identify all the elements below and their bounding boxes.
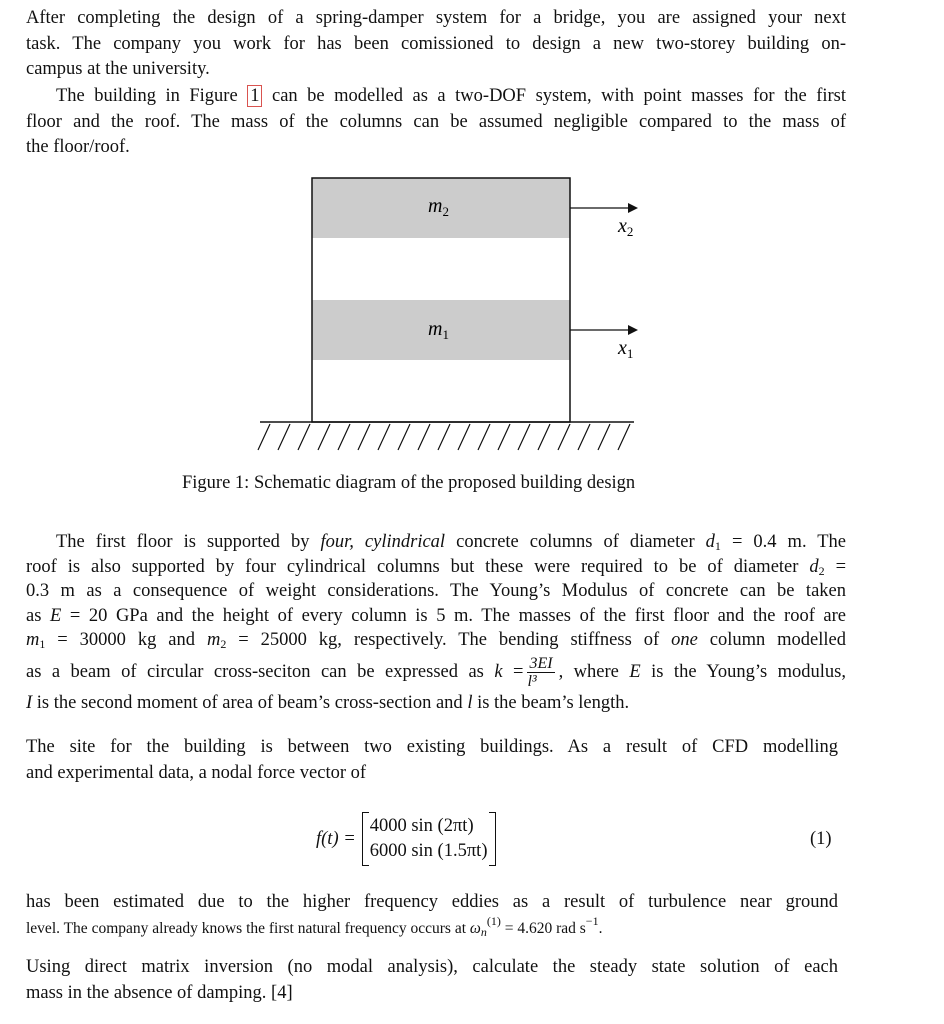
text-span: four, cylindrical	[320, 532, 446, 552]
intro-paragraph	[26, 6, 846, 83]
math-var: I	[26, 692, 33, 713]
text-span: =	[824, 556, 847, 577]
text-span: is the beam’s length.	[477, 692, 630, 713]
math-var: E	[629, 661, 641, 682]
columns-paragraph	[26, 530, 846, 715]
x2-arrow	[570, 203, 638, 213]
text-line	[26, 530, 846, 555]
x1-arrow	[570, 325, 638, 335]
text-span: concrete columns of diameter	[456, 532, 695, 552]
fraction-numerator: 3EI	[529, 654, 553, 672]
text-line: mass in the absence of damping. [4]	[26, 982, 293, 1003]
math-sup: (1)	[486, 913, 501, 928]
site-paragraph	[26, 735, 838, 786]
text-span: level. The company already knows the first natural frequency occurs at	[26, 919, 467, 937]
stiffness-fraction	[527, 655, 554, 690]
text-span: is the Young’s modulus,	[651, 661, 846, 682]
math-sub: 1	[714, 539, 721, 553]
text-line	[26, 555, 846, 580]
x1-label: $x_1$	[618, 337, 634, 361]
text-span: = 0.4 m. The	[720, 532, 847, 552]
text-span: .	[598, 919, 603, 937]
text-line: Using direct matrix inversion (no modal analysis), calculate the steady state solution of each	[26, 957, 838, 977]
force-vector-equation	[316, 812, 496, 866]
question-paragraph	[26, 955, 838, 1006]
text-line: After completing the design of a spring-damper system for a bridge, you are assigned your next	[26, 8, 846, 28]
math-var: ω	[469, 919, 481, 937]
text-span: The building in Figure	[56, 86, 238, 106]
math-sub: 2	[220, 637, 227, 651]
math-var: E	[50, 605, 62, 626]
math-var: k	[494, 661, 503, 682]
building-schematic	[230, 172, 650, 462]
text-line: the floor/roof.	[26, 137, 130, 157]
text-span: column modelled	[709, 630, 846, 650]
text-span: as a beam of circular cross-seciton can be expressed as	[26, 661, 484, 682]
text-line: The site for the building is between two existing buildings. As a result of CFD modelling	[26, 737, 838, 757]
text-span: = 20 GPa and the height of every column is 5 m. The masses of the first floor and the roof are	[61, 605, 847, 626]
fraction-denominator: l³	[527, 672, 537, 690]
text-line: floor and the roof. The mass of the columns can be assumed negligible compared to the mass of	[26, 111, 846, 132]
math-var: l	[467, 692, 473, 713]
math-var: m	[26, 630, 40, 650]
matrix-row-2: 6000 sin (1.5πt)	[369, 841, 488, 861]
text-line: campus at the university.	[26, 59, 210, 79]
text-line: has been estimated due to the higher frequency eddies as a result of turbulence near ground	[26, 892, 838, 912]
text-line: task. The company you work for has been comissioned to design a new two-storey building on-	[26, 33, 846, 54]
figure-reference-link[interactable]: 1	[247, 85, 262, 107]
m2-label: $m_2$	[428, 195, 449, 219]
text-span: = 30000 kg and	[45, 630, 195, 650]
force-matrix	[362, 812, 496, 866]
math-sub: 1	[39, 637, 46, 651]
building-paragraph	[26, 84, 846, 161]
text-line	[26, 84, 846, 110]
math-var: d	[705, 532, 715, 552]
frequency-paragraph	[26, 890, 838, 941]
text-span: roof is also supported by four cylindrical columns but these were required to be of diameter	[26, 556, 799, 577]
math-var: d	[809, 556, 819, 577]
text-line	[26, 604, 846, 629]
text-span: The first floor is supported by	[56, 532, 310, 552]
text-line	[26, 691, 846, 716]
text-span: = 25000 kg, respectively. The bending stiffness of	[226, 630, 660, 650]
m1-label: $m_1$	[428, 318, 449, 342]
text-span: =	[502, 661, 524, 682]
math-sub: 2	[818, 563, 825, 578]
equation-number: (1)	[810, 829, 832, 849]
text-line	[26, 913, 838, 942]
text-line: 0.3 m as a consequence of weight considerations. The Young’s Modulus of concrete can be taken	[26, 581, 846, 601]
text-span: is the second moment of area of beam’s cross-section and	[36, 692, 463, 713]
math-var: m	[206, 630, 221, 650]
text-line	[26, 628, 846, 653]
text-line	[26, 653, 846, 691]
x2-label: $x_2$	[618, 215, 634, 239]
text-line: and experimental data, a nodal force vector of	[26, 762, 367, 783]
text-span: one	[671, 630, 698, 650]
figure-caption: Figure 1: Schematic diagram of the proposed building design	[182, 473, 636, 493]
math-sub: n	[480, 924, 487, 939]
ground-hatching	[258, 424, 630, 450]
matrix-row-1: 4000 sin (2πt)	[369, 816, 474, 836]
text-span: can be modelled as a two-DOF system, with point masses for the first	[271, 86, 847, 106]
text-span: , where	[558, 661, 619, 682]
math-sup: −1	[585, 913, 599, 928]
text-span: = 4.620 rad s	[500, 919, 586, 937]
equation-lhs: f(t) =	[316, 828, 356, 849]
text-span: as	[26, 605, 42, 626]
